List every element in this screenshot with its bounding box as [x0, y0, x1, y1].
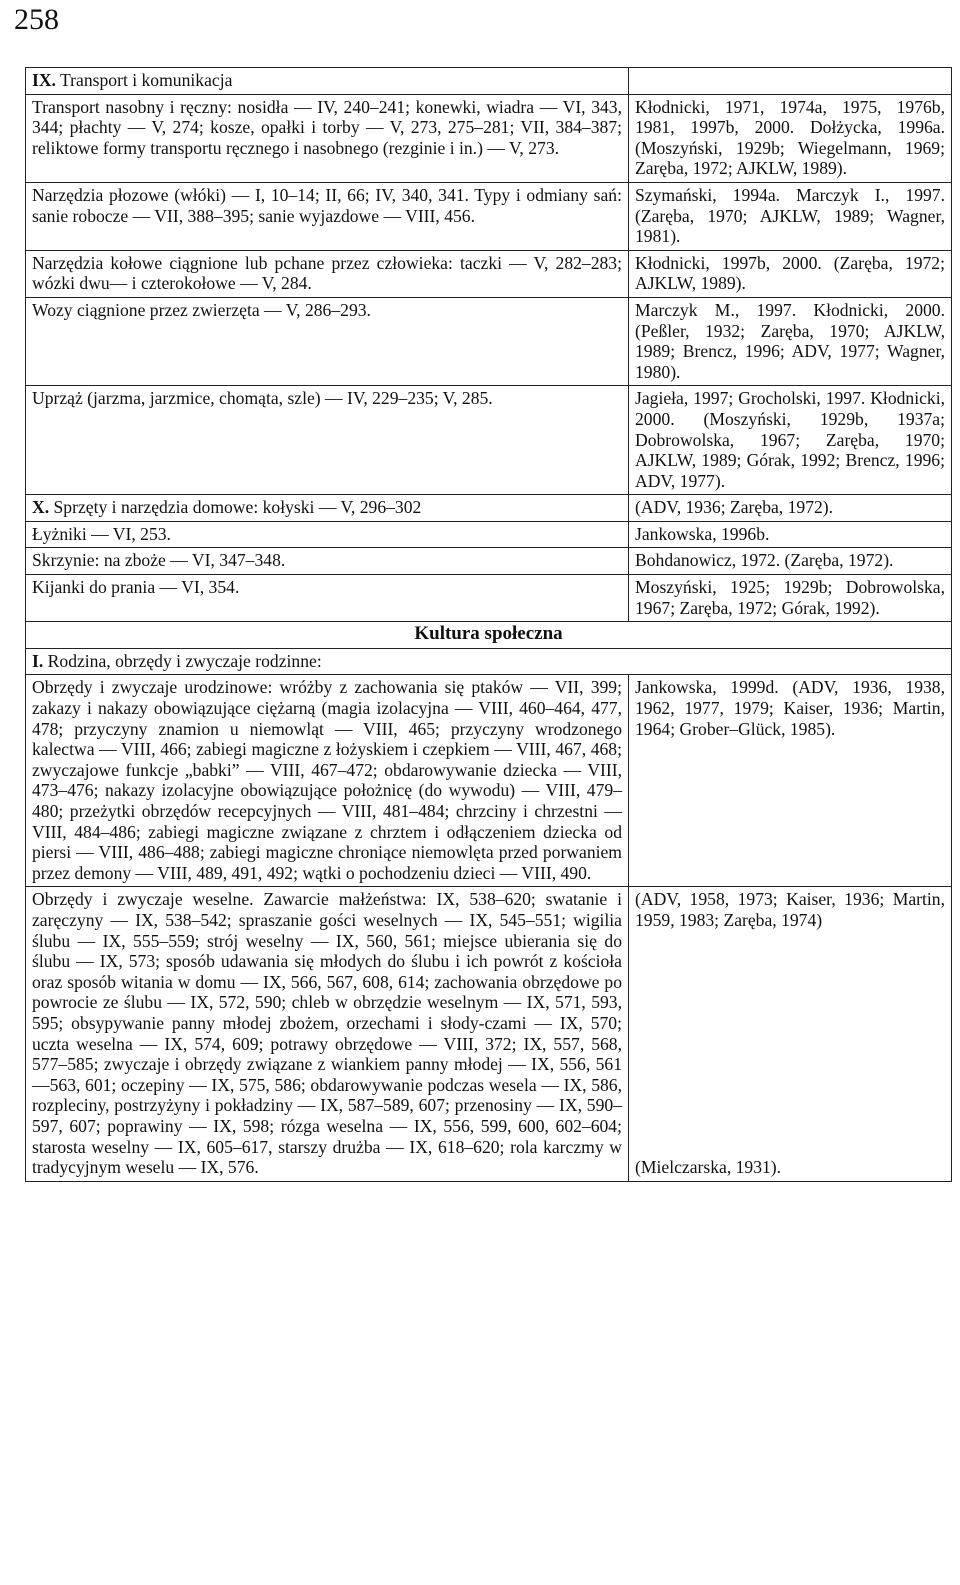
- reference-cell: Kłodnicki, 1971, 1974a, 1975, 1976b, 1981, 1997b, 2000. Dołżycka, 1996a. (Moszyński, 1929b; Wiegelmann, 1969; Zaręba, 1972; AJKLW, 1989).: [629, 94, 952, 182]
- reference-text-top: (ADV, 1958, 1973; Kaiser, 1936; Martin, 1959, 1983; Zaręba, 1974): [635, 889, 945, 930]
- section-number: I.: [32, 650, 44, 671]
- section-header-row: [26, 495, 952, 522]
- section-title: Transport i komunikacja: [60, 70, 233, 90]
- reference-text-bottom: (Mielczarska, 1931).: [635, 1157, 782, 1178]
- table-row: [26, 675, 952, 887]
- topic-cell: Skrzynie: na zboże — VI, 347–348.: [26, 548, 629, 575]
- page-number: 258: [14, 3, 59, 36]
- topic-cell: Wozy ciągnione przez zwierzęta — V, 286–293.: [26, 297, 629, 385]
- topic-cell: Obrzędy i zwyczaje urodzinowe: wróżby z zachowania się ptaków — VII, 399; zakazy i nakazy obowiązujące ciężarną (magia izolacyjna — VIII, 460–464, 477, 478; przyczyny znamion u niemowląt — VIII, 465; przyczyny wrodzonego kalectwa — VIII, 466; zabiegi magiczne z łożyskiem i czepkiem — VIII, 467, 468; zwyczajowe funkcje „babki” — VIII, 467–472; obdarowywanie dziecka — VIII, 473–476; nakazy izolacyjne obowiązujące położnicę (do wywodu) — VIII, 479–480; przeżytki obrzędów recepcyjnych — VIII, 481–484; chrzciny i chrzestni — VIII, 484–486; zabiegi magiczne związane z chrztem i odłączeniem dziecka od piersi — VIII, 486–488; zabiegi magiczne chroniące niemowlęta przed porwaniem przez demony — VIII, 489, 491, 492; wątki o pochodzeniu dzieci — VIII, 490.: [26, 675, 629, 887]
- table-row: [26, 386, 952, 495]
- topic-cell: Uprząż (jarzma, jarzmice, chomąta, szle) — IV, 229–235; V, 285.: [26, 386, 629, 495]
- bibliography-table: [25, 67, 952, 1182]
- topic-cell: Narzędzia kołowe ciągnione lub pchane przez człowieka: taczki — V, 282–283; wózki dwu— i czterokołowe — V, 284.: [26, 250, 629, 297]
- section-x-heading: [26, 495, 629, 522]
- reference-cell: Jagieła, 1997; Grocholski, 1997. Kłodnicki, 2000. (Moszyński, 1929b, 1937a; Dobrowolska, 1967; Zaręba, 1970; AJKLW, 1989; Górak, 1992; Brencz, 1996; ADV, 1977).: [629, 386, 952, 495]
- section-title: Sprzęty i narzędzia domowe: kołyski — V, 296–302: [53, 497, 422, 518]
- topic-cell: Kijanki do prania — VI, 354.: [26, 575, 629, 622]
- reference-cell: (ADV, 1936; Zaręba, 1972).: [629, 495, 952, 522]
- reference-cell: Moszyński, 1925; 1929b; Dobrowolska, 1967; Zaręba, 1972; Górak, 1992).: [629, 575, 952, 622]
- table-row: [26, 94, 952, 182]
- table-row: [26, 521, 952, 548]
- reference-cell: Szymański, 1994a. Marczyk I., 1997. (Zaręba, 1970; AJKLW, 1989; Wagner, 1981).: [629, 182, 952, 250]
- table-row: [26, 575, 952, 622]
- section-number: X.: [32, 497, 50, 518]
- topic-cell: Obrzędy i zwyczaje weselne. Zawarcie małżeństwa: IX, 538–620; swatanie i zaręczyny — IX, 538–542; spraszanie gości weselnych — IX, 545–551; wigilia ślubu — IX, 555–559; strój weselny — IX, 560, 561; miejsce ubierania się do ślubu — IX, 573; sposób udawania się młodych do ślubu i ich powrót z kościoła oraz sposób witania w domu — IX, 566, 567, 608, 614; zachowania obrzędowe po powrocie ze ślubu — IX, 572, 590; chleb w obrzędzie weselnym — IX, 571, 593, 595; obsypywanie panny młodej zbożem, orzechami i słody-czami — IX, 570; uczta weselna — IX, 574, 609; potrawy obrzędowe — VIII, 372; IX, 557, 568, 577–585; zwyczaje i obrzędy związane z wiankiem panny młodej — IX, 556, 561—563, 601; oczepiny — IX, 575, 586; obdarowywanie podczas wesela — IX, 586, rozpleciny, postrzyżyny i pokładziny — IX, 587–589, 607; przenosiny — IX, 590–597, 607; poprawiny — IX, 598; rózga weselna — IX, 556, 599, 600, 602–604; starosta weselny — IX, 605–617, starszy drużba — IX, 618–620; rola karczmy w tradycyjnym weselu — IX, 576.: [26, 887, 629, 1181]
- reference-cell: Jankowska, 1999d. (ADV, 1936, 1938, 1962, 1977, 1979; Kaiser, 1936; Martin, 1964; Grober–Glück, 1985).: [629, 675, 952, 887]
- section-header-row: [26, 648, 952, 675]
- empty-cell: [629, 68, 952, 95]
- section-header-row: [26, 68, 952, 95]
- topic-cell: Łyżniki — VI, 253.: [26, 521, 629, 548]
- reference-cell: Jankowska, 1996b.: [629, 521, 952, 548]
- culture-heading: Kultura społeczna: [26, 622, 952, 649]
- reference-cell: Kłodnicki, 1997b, 2000. (Zaręba, 1972; AJKLW, 1989).: [629, 250, 952, 297]
- table-row: [26, 887, 952, 1181]
- topic-cell: Narzędzia płozowe (włóki) — I, 10–14; II, 66; IV, 340, 341. Typy i odmiany sań: sanie robocze — VII, 388–395; sanie wyjazdowe — VIII, 456.: [26, 182, 629, 250]
- topic-cell: Transport nasobny i ręczny: nosidła — IV, 240–241; konewki, wiadra — VI, 343, 344; płachty — V, 274; kosze, opałki i torby — V, 273, 275–281; VII, 384–387; reliktowe formy transportu ręcznego i nasobnego (rezginie i in.) — V, 273.: [26, 94, 629, 182]
- table-row: [26, 297, 952, 385]
- table-row: [26, 182, 952, 250]
- reference-cell: [629, 887, 952, 1181]
- reference-cell: Bohdanowicz, 1972. (Zaręba, 1972).: [629, 548, 952, 575]
- section-title: Rodzina, obrzędy i zwyczaje rodzinne:: [47, 650, 322, 671]
- section-ix-heading: [26, 68, 629, 95]
- section-number: IX.: [32, 70, 56, 90]
- table-row: [26, 548, 952, 575]
- reference-cell: Marczyk M., 1997. Kłodnicki, 2000. (Peßler, 1932; Zaręba, 1970; AJKLW, 1989; Brencz, 1996; ADV, 1977; Wagner, 1980).: [629, 297, 952, 385]
- table-row: [26, 250, 952, 297]
- section-i-heading: [26, 648, 952, 675]
- culture-heading-row: [26, 622, 952, 649]
